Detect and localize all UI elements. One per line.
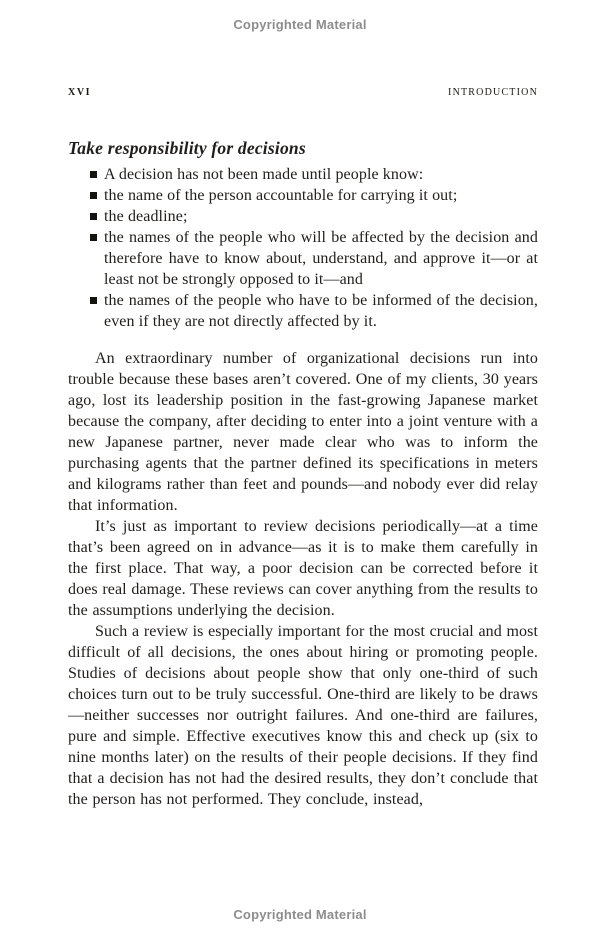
list-item	[90, 227, 538, 290]
bullet-text: the name of the person accountable for carrying it out;	[104, 187, 458, 204]
body-paragraph: It’s just as important to review decisions periodically—at a time that’s been agreed on in advance—as it is to make them carefully in the first place. That way, a poor decision can be corrected before it does real damage. These reviews can cover anything from the results to the assumptions underlying the decision.	[68, 518, 538, 619]
bullet-list	[68, 164, 538, 332]
page-number: XVI	[68, 87, 92, 98]
running-header	[68, 87, 538, 98]
square-bullet-icon	[90, 171, 97, 178]
square-bullet-icon	[90, 234, 97, 241]
bullet-text: the deadline;	[104, 208, 188, 225]
square-bullet-icon	[90, 192, 97, 199]
bullet-text: the names of the people who have to be informed of the decision, even if they are not directly affected by it.	[104, 292, 538, 330]
square-bullet-icon	[90, 213, 97, 220]
body-paragraph: An extraordinary number of organizational decisions run into trouble because these bases aren’t covered. One of my clients, 30 years ago, lost its leadership position in the fast-growing Japanese market because the company, after deciding to enter into a joint venture with a new Japanese partner, never made clear who was to inform the purchasing agents that the partner defined its specifications in meters and kilograms rather than feet and pounds—and nobody ever did relay that information.	[68, 350, 538, 514]
list-item	[90, 206, 538, 227]
bullet-text: A decision has not been made until people know:	[104, 166, 424, 183]
running-title: INTRODUCTION	[448, 87, 538, 98]
bullet-text: the names of the people who will be affected by the decision and therefore have to know about, understand, and approve it—or at least not be strongly opposed to it—and	[104, 229, 538, 288]
square-bullet-icon	[90, 297, 97, 304]
copyright-watermark-bottom: Copyrighted Material	[233, 907, 367, 922]
body-paragraph: Such a review is especially important for the most crucial and most difficult of all decisions, the ones about hiring or promoting people. Studies of decisions about people show that only one-third of such choices turn out to be truly successful. One-third are likely to be draws—neither successes nor outright failures. And one-third are failures, pure and simple. Effective executives know this and check up (six to nine months later) on the results of their people decisions. If they find that a decision has not had the desired results, they don’t conclude that the person has not performed. They conclude, instead,	[68, 623, 538, 808]
list-item	[90, 164, 538, 185]
copyright-watermark-top: Copyrighted Material	[233, 17, 367, 32]
section-heading: Take responsibility for decisions	[68, 138, 306, 158]
page-content	[68, 137, 538, 810]
list-item	[90, 290, 538, 332]
list-item	[90, 185, 538, 206]
